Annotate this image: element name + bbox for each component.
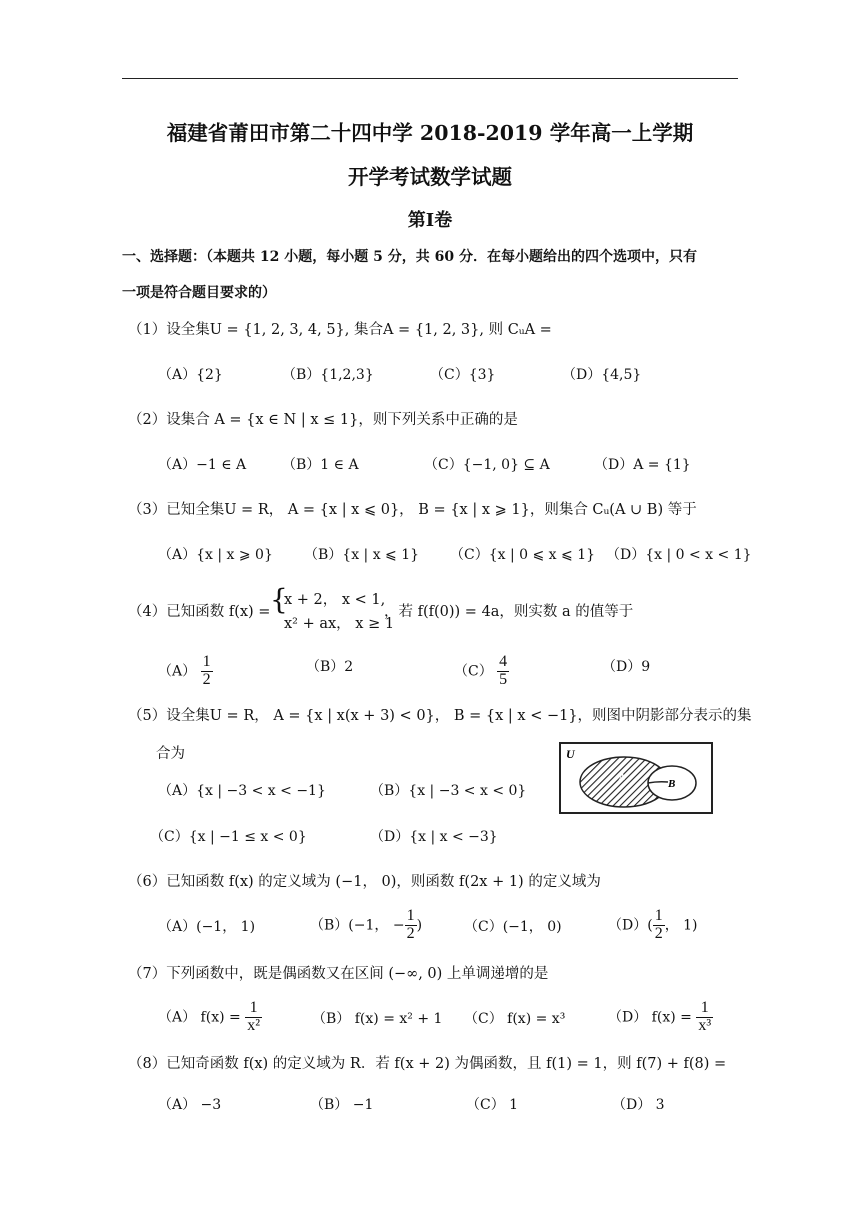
question-7-option-c: （C） f(x) = x³ [464, 1011, 566, 1027]
header-rule [122, 78, 738, 79]
question-7-option-d-fraction: $\frac{1}{\text{x³}}$ [698, 999, 712, 1034]
question-3-option-b: （B）{x | x ⩽ 1} [304, 547, 420, 563]
question-7-option-d: （D） f(x) = $\frac{1}{\text{x³}}$ [608, 999, 712, 1034]
volume-label: 第Ⅰ卷 [407, 210, 453, 231]
question-4-option-a: （A） $\frac{1}{2}$ [158, 653, 211, 688]
question-4-option-c-fraction: $\frac{4}{5}$ [499, 653, 508, 688]
question-6-stem: （6）已知函数 f(x) 的定义域为 (−1， 0)，则函数 f(2x + 1) 的定义域为 [128, 874, 601, 890]
venn-diagram [558, 740, 714, 816]
section-instructions-line2: 一项是符合题目要求的） [122, 285, 276, 301]
venn-label-u: U [566, 747, 575, 761]
question-2-option-b: （B）1 ∈ A [282, 457, 359, 473]
question-2-option-c: （C）{−1, 0} ⊆ A [424, 457, 550, 473]
question-7-option-a: （A） f(x) = $\frac{1}{\text{x²}}$ [158, 999, 260, 1034]
question-4-stem-suffix: ，若 f(f(0)) = 4a，则实数 a 的值等于 [384, 604, 634, 620]
question-6-option-a: （A）(−1， 1) [158, 919, 256, 935]
question-4-stem-prefix: （4）已知函数 f(x) = [128, 604, 271, 620]
question-1-option-a: （A）{2} [158, 367, 223, 383]
question-6-option-d: （D）( $\frac{1}{2}$ ， 1) [608, 907, 698, 942]
venn-label-a: A [619, 772, 626, 782]
question-2-option-d: （D）A = {1} [594, 457, 691, 473]
question-8-option-b: （B） −1 [310, 1097, 374, 1113]
question-7-option-b: （B） f(x) = x² + 1 [312, 1011, 443, 1027]
venn-label-b: B [668, 778, 676, 790]
question-5-stem-continued: 合为 [156, 746, 185, 762]
question-4-case-2: x² + ax， x ≥ 1 [284, 616, 395, 632]
question-6-option-d-fraction: $\frac{1}{2}$ [654, 907, 663, 942]
question-8-option-a: （A） −3 [158, 1097, 222, 1113]
question-5-option-b: （B）{x | −3 < x < 0} [370, 783, 527, 799]
question-8-option-c: （C） 1 [466, 1097, 519, 1113]
question-4-option-d: （D）9 [602, 659, 651, 675]
question-4-option-a-fraction: $\frac{1}{2}$ [202, 653, 211, 688]
question-4-option-c: （C） $\frac{4}{5}$ [454, 653, 508, 688]
question-7-stem: （7）下列函数中，既是偶函数又在区间 (−∞, 0) 上单调递增的是 [128, 966, 549, 982]
question-6-option-b: （B）(−1， − $\frac{1}{2}$ ) [310, 907, 423, 942]
question-1-option-c: （C）{3} [430, 367, 496, 383]
question-5-option-c: （C）{x | −1 ≤ x < 0} [150, 829, 307, 845]
question-4-case-1: x + 2， x < 1, [284, 592, 386, 608]
question-2-stem: （2）设集合 A = {x ∈ N | x ≤ 1}，则下列关系中正确的是 [128, 412, 518, 428]
question-2-option-a: （A）−1 ∈ A [158, 457, 247, 473]
question-3-option-d: （D）{x | 0 < x < 1} [606, 547, 752, 563]
question-6-option-c: （C）(−1， 0) [464, 919, 562, 935]
question-8-stem: （8）已知奇函数 f(x) 的定义域为 R．若 f(x + 2) 为偶函数，且 f(1) = 1，则 f(7) + f(8) = [128, 1056, 727, 1072]
question-5-stem: （5）设全集U = R， A = {x | x(x + 3) < 0}， B = {x | x < −1}，则图中阴影部分表示的集 [128, 708, 752, 724]
exam-title-line2: 开学考试数学试题 [348, 165, 512, 189]
question-3-option-a: （A）{x | x ⩾ 0} [158, 547, 273, 563]
question-4-option-b: （B）2 [306, 659, 354, 675]
question-1-option-b: （B）{1,2,3} [282, 367, 374, 383]
exam-title-line1: 福建省莆田市第二十四中学 2018-2019 学年高一上学期 [166, 121, 694, 145]
question-3-option-c: （C）{x | 0 ⩽ x ⩽ 1} [450, 547, 596, 563]
question-5-option-a: （A）{x | −3 < x < −1} [158, 783, 326, 799]
question-1-option-d: （D）{4,5} [562, 367, 642, 383]
question-6-option-b-fraction: $\frac{1}{2}$ [406, 907, 415, 942]
question-3-stem: （3）已知全集U = R， A = {x | x ⩽ 0}， B = {x | x ⩾ 1}，则集合 Cᵤ(A ∪ B) 等于 [128, 502, 697, 518]
question-1-stem: （1）设全集U = {1, 2, 3, 4, 5}, 集合A = {1, 2, 3}, 则 CᵤA = [128, 322, 552, 338]
section-instructions-line1: 一、选择题：（本题共 12 小题，每小题 5 分，共 60 分．在每小题给出的四个选项中，只有 [122, 249, 697, 265]
question-5-option-d: （D）{x | x < −3} [370, 829, 498, 845]
question-4-brace: { [270, 583, 288, 616]
question-7-option-a-fraction: $\frac{1}{\text{x²}}$ [247, 999, 260, 1034]
question-8-option-d: （D） 3 [612, 1097, 665, 1113]
